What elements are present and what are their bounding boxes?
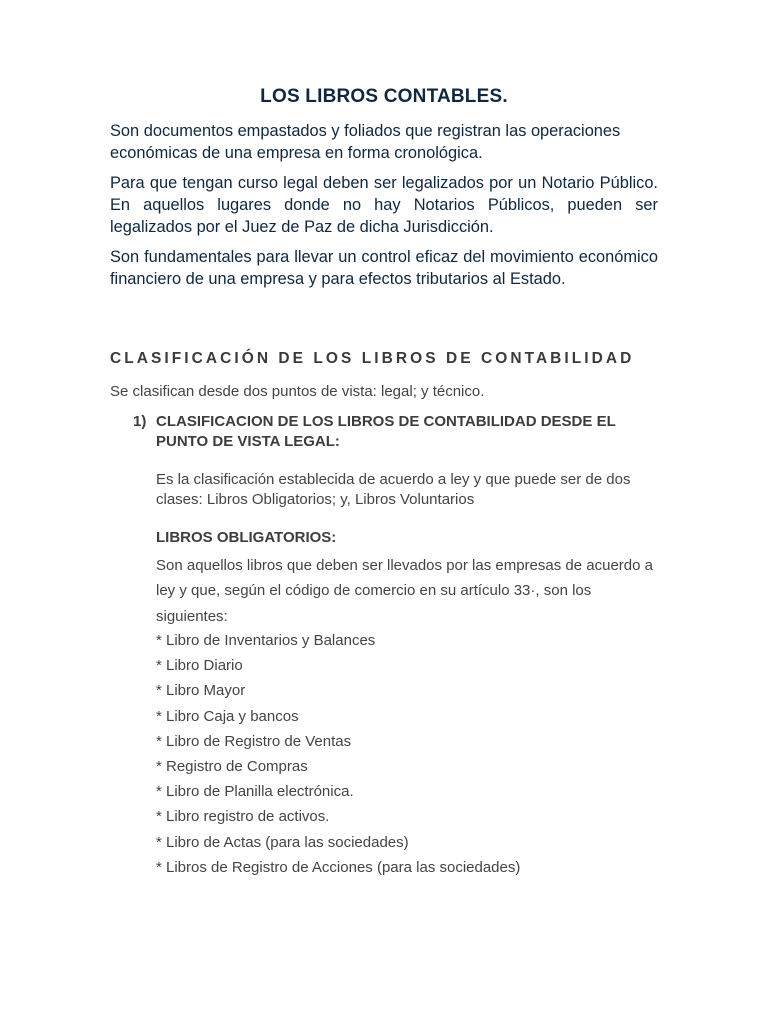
intro-paragraph: Son documentos empastados y foliados que registran las operaciones económicas de una empresa en forma cronológica. [110,122,621,162]
list-item: * Libro de Planilla electrónica. [156,783,354,801]
intro-paragraph: Son fundamentales para llevar un control eficaz del movimiento económico financiero de una empresa y para efectos tributarios al Estado. [110,248,658,288]
list-item: * Libro Caja y bancos [156,707,299,725]
list-item: * Libro de Actas (para las sociedades) [156,833,409,851]
section-heading: CLASIFICACIÓN DE LOS LIBROS DE CONTABILIDAD [110,350,635,367]
subsection-heading: LIBROS OBLIGATORIOS: [156,529,337,546]
obligatory-books-description: Son aquellos libros que deben ser llevados por las empresas de acuerdo a ley y que, según el código de comercio en su artículo 33·, son los siguientes: [156,557,653,625]
list-item: * Registro de Compras [156,758,308,776]
item-heading-text: CLASIFICACION DE LOS LIBROS DE CONTABILIDAD DESDE EL PUNTO DE VISTA LEGAL: [156,413,616,450]
section-intro: Se clasifican desde dos puntos de vista: legal; y técnico. [110,383,485,400]
list-item: * Libros de Registro de Acciones (para las sociedades) [156,858,521,876]
list-item: * Libro de Registro de Ventas [156,732,352,750]
classification-description: Es la clasificación establecida de acuerdo a ley y que puede ser de dos clases: Libros Obligatorios; y, Libros Voluntarios [156,471,631,508]
list-item: * Libro registro de activos. [156,808,330,826]
list-item: * Libro Mayor [156,682,246,700]
item-number: 1) [133,413,147,430]
page-title: LOS LIBROS CONTABLES. [260,86,508,107]
intro-paragraph: Para que tengan curso legal deben ser legalizados por un Notario Público. En aquellos lugares donde no hay Notarios Públicos, pueden ser legalizados por el Juez de Paz de dicha Jurisdicción. [110,174,658,236]
list-item: * Libro Diario [156,657,243,675]
list-item: * Libro de Inventarios y Balances [156,632,376,649]
book-list [156,628,520,880]
